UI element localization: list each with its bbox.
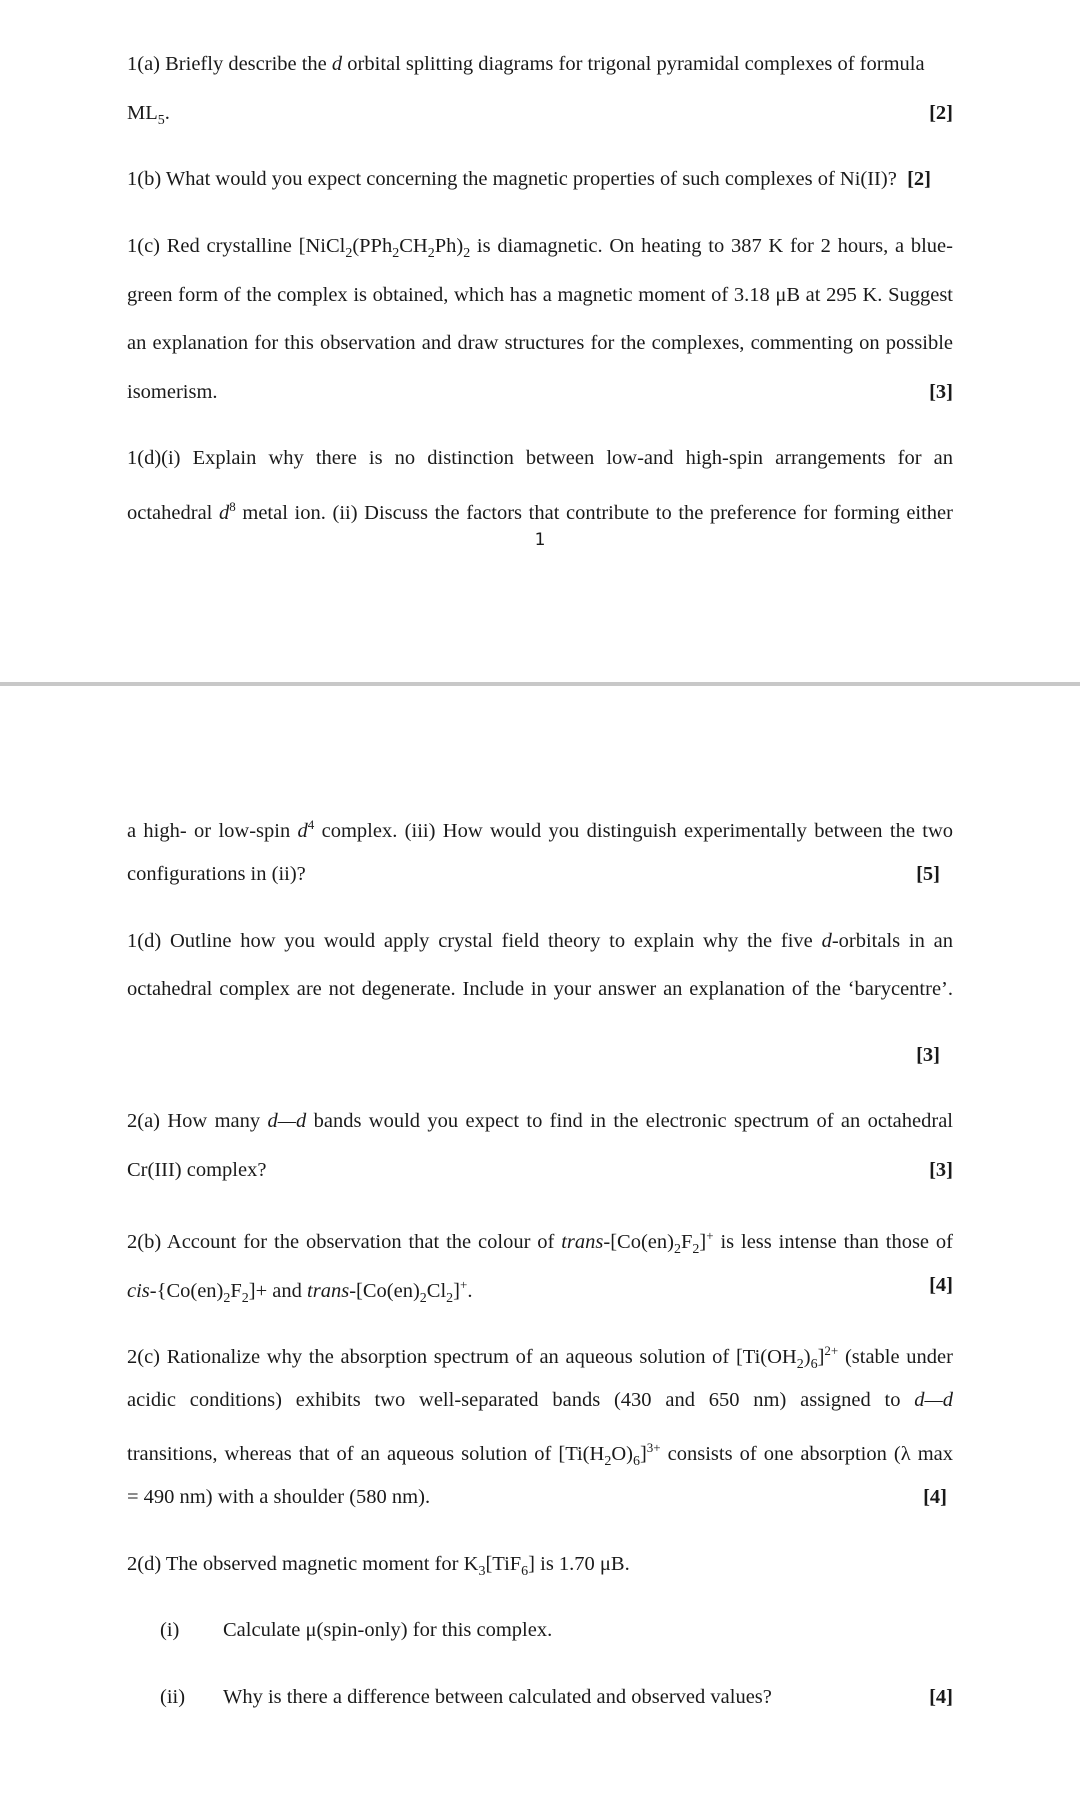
q2a-line1: 2(a) How many d—d bands would you expect to find in the electronic spectrum of an octahedral — [127, 1110, 953, 1132]
q1d-cont-mark: [5] — [916, 863, 940, 885]
q1d-cont-line2: configurations in (ii)? — [127, 863, 306, 885]
q1c-line3: an explanation for this observation and draw structures for the complexes, commenting on possible — [127, 332, 953, 354]
q2a-line2: Cr(III) complex? — [127, 1159, 267, 1181]
q1c-mark: [3] — [929, 381, 953, 403]
q2c-line2: acidic conditions) exhibits two well-separated bands (430 and 650 nm) assigned to d—d — [127, 1389, 953, 1411]
q2c-line4: = 490 nm) with a shoulder (580 nm). — [127, 1486, 431, 1508]
q2d-i-text: Calculate μ(spin-only) for this complex. — [223, 1619, 553, 1641]
q1d2-line2: octahedral complex are not degenerate. Include in your answer an explanation of the ‘barycentre’. — [127, 978, 953, 1000]
q1d-line2: octahedral $d^8$ metal ion. (ii) Discuss the factors that contribute to the preference for forming either — [127, 499, 953, 524]
q1a-line2: $ML_5$. — [127, 102, 170, 129]
q2b-line1: 2(b) Account for the observation that the colour of trans-$[Co(en)_2F_2]^+$ is less intense than those of — [127, 1228, 953, 1257]
q2d-ii-text: Why is there a difference between calculated and observed values? — [223, 1686, 772, 1708]
q1d-cont-line1: a high- or low-spin $d^4$ complex. (iii) How would you distinguish experimentally between the two — [127, 817, 953, 842]
q2c-line1: 2(c) Rationalize why the absorption spectrum of an aqueous solution of $[Ti(OH_2)_6]^{2+}$ (stable under — [127, 1343, 953, 1372]
q1d2-line1: 1(d) Outline how you would apply crystal field theory to explain why the five d-orbitals in an — [127, 930, 953, 952]
q2b-mark: [4] — [929, 1274, 953, 1296]
q1b-mark: [2] — [907, 168, 931, 190]
q2b-line2: cis-$\{Co(en)_2F_2]+$ and trans-$[Co(en)_2Cl_2]^+$. — [127, 1277, 473, 1306]
q2d-line1: 2(d) The observed magnetic moment for $K_3[TiF_6]$ is 1.70 μB. — [127, 1553, 630, 1580]
q2c-mark: [4] — [923, 1486, 947, 1508]
q1c-line1: 1(c) Red crystalline [$NiCl_2(PPh_2CH_2Ph)_2$ is diamagnetic. On heating to 387 K for 2 hours, a blue- — [127, 235, 953, 262]
q1d2-mark: [3] — [916, 1044, 940, 1066]
q1c-line4: isomerism. — [127, 381, 218, 403]
q1d-line1: 1(d)(i) Explain why there is no distinction between low-and high-spin arrangements for an — [127, 447, 953, 469]
q1b-text: 1(b) What would you expect concerning the magnetic properties of such complexes of Ni(II)? [2] — [127, 168, 931, 190]
q2d-mark: [4] — [929, 1686, 953, 1708]
q1a-line1: 1(a) Briefly describe the d orbital splitting diagrams for trigonal pyramidal complexes of formula — [127, 53, 925, 75]
q1c-line2: green form of the complex is obtained, which has a magnetic moment of 3.18 μB at 295 K. Suggest — [127, 284, 953, 306]
q2a-mark: [3] — [929, 1159, 953, 1181]
q1a-mark: [2] — [929, 102, 953, 124]
q2c-line3: transitions, whereas that of an aqueous solution of $[Ti(H_2O)_6]^{3+}$ consists of one absorption (λ max — [127, 1440, 953, 1469]
q2d-i-number: (i) — [160, 1619, 180, 1641]
q2d-ii-number: (ii) — [160, 1686, 186, 1708]
page-separator — [0, 682, 1080, 686]
page-number: 1 — [534, 530, 546, 550]
